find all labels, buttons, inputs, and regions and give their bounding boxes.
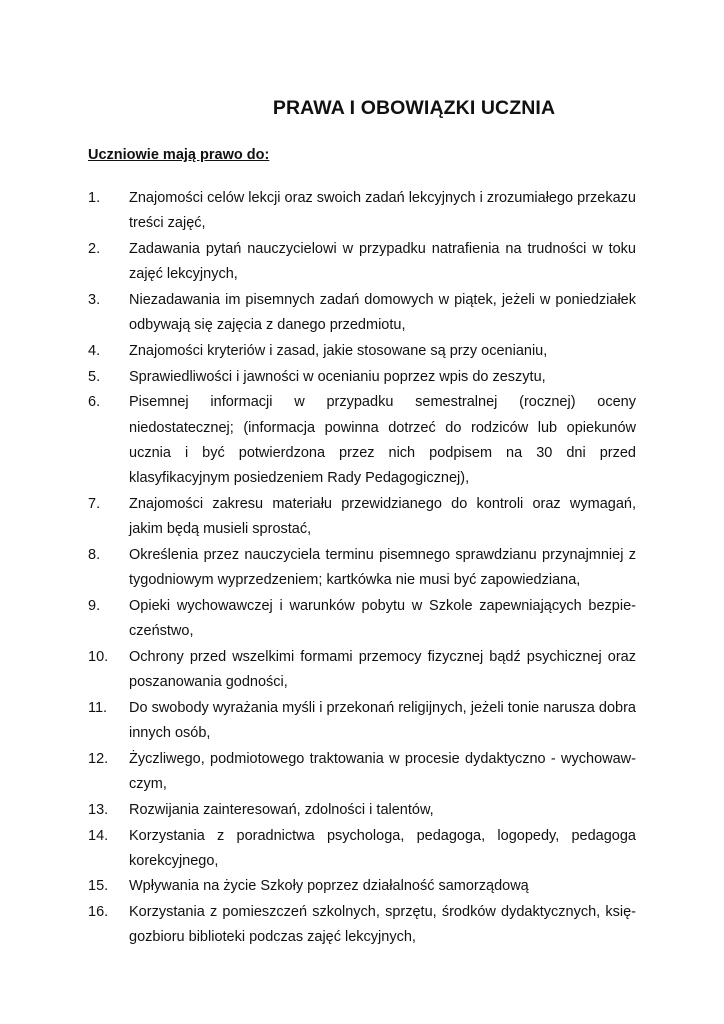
- list-item-text: Pisemnej informacji w przypadku semestralnej (rocznej) oceny niedostatecznej; (informacja powinna dotrzeć do rodziców lub opiekunów ucznia i być potwierdzona przez nich podpisem na 30 dni przed klasyfikacyjnym posiedzeniem Rady Pedagogicznej),: [129, 394, 636, 487]
- list-item: [88, 645, 636, 696]
- list-item-text: Korzystania z pomieszczeń szkolnych, sprzętu, środków dydaktycznych, księgozbioru biblioteki podczas zajęć lekcyjnych,: [129, 904, 636, 946]
- list-item: [88, 543, 636, 594]
- list-item-number: 14.: [88, 827, 109, 844]
- list-item-text: Znajomości zakresu materiału przewidzianego do kontroli oraz wymagań, jakim będą musieli sprostać,: [129, 495, 636, 538]
- list-item: [88, 390, 636, 491]
- list-item-number: 7.: [88, 495, 101, 512]
- rights-list: [88, 186, 636, 951]
- list-item-number: 10.: [88, 648, 109, 665]
- list-item-text: Niezadawania im pisemnych zadań domowych w piątek, jeżeli w poniedziałek odbywają się zajęcia z danego przedmiotu,: [129, 291, 636, 334]
- list-item: [88, 798, 636, 823]
- list-item: [88, 186, 636, 237]
- list-item: [88, 237, 636, 288]
- list-item: [88, 747, 636, 798]
- list-item-text: Znajomości kryteriów i zasad, jakie stosowane są przy ocenianiu,: [129, 342, 548, 359]
- list-item-text: Rozwijania zainteresowań, zdolności i talentów,: [129, 801, 434, 818]
- list-item-text: Sprawiedliwości i jawności w ocenianiu poprzez wpis do zeszytu,: [129, 368, 546, 385]
- list-item-number: 4.: [88, 342, 101, 359]
- list-item: [88, 696, 636, 747]
- list-item-text: Opieki wychowawczej i warunków pobytu w Szkole zapewniających bezpieczeństwo,: [129, 597, 636, 640]
- list-item-number: 2.: [88, 240, 101, 257]
- list-item: [88, 874, 636, 899]
- list-item-number: 12.: [88, 750, 109, 767]
- page-title: PRAWA I OBOWIĄZKI UCZNIA: [272, 97, 556, 119]
- list-item: [88, 339, 636, 364]
- list-item-text: Korzystania z poradnictwa psychologa, pedagoga, logopedy, pedagoga korekcyjnego,: [129, 827, 636, 869]
- list-item-text: Zadawania pytań nauczycielowi w przypadku natrafienia na trudności w toku zajęć lekcyjnych,: [129, 240, 636, 283]
- list-item-number: 8.: [88, 546, 101, 563]
- list-item: [88, 288, 636, 339]
- list-item-number: 1.: [88, 190, 101, 206]
- list-item: [88, 492, 636, 543]
- list-item-number: 6.: [88, 394, 101, 411]
- list-item-number: 5.: [88, 368, 101, 385]
- list-item-text: Znajomości celów lekcji oraz swoich zadań lekcyjnych i zrozumiałego przekazu treści zajęć,: [129, 190, 636, 232]
- list-item-number: 11.: [88, 699, 108, 716]
- list-item-number: 9.: [88, 597, 101, 614]
- list-item-text: Określenia przez nauczyciela terminu pisemnego sprawdzianu przynajmniej z tygodniowym wyprzedzeniem; kartkówka nie musi być zapowiedziana,: [129, 546, 636, 589]
- list-item-text: Do swobody wyrażania myśli i przekonań religijnych, jeżeli tonie narusza dobra innych osób,: [129, 699, 636, 742]
- list-item-text: Wpływania na życie Szkoły poprzez działalność samorządową: [129, 878, 529, 895]
- list-item: [88, 594, 636, 645]
- list-item: [88, 900, 636, 951]
- list-item-text: Ochrony przed wszelkimi formami przemocy fizycznej bądź psychicznej oraz poszanowania godności,: [129, 648, 636, 691]
- section-heading: Uczniowie mają prawo do:: [88, 147, 270, 163]
- list-item-text: Życzliwego, podmiotowego traktowania w procesie dydaktyczno - wychowawczym,: [129, 750, 636, 793]
- list-item-number: 13.: [88, 801, 109, 818]
- list-item: [88, 365, 636, 390]
- list-item-number: 16.: [88, 904, 109, 921]
- list-item: [88, 824, 636, 875]
- list-item-number: 15.: [88, 878, 109, 895]
- list-item-number: 3.: [88, 291, 101, 308]
